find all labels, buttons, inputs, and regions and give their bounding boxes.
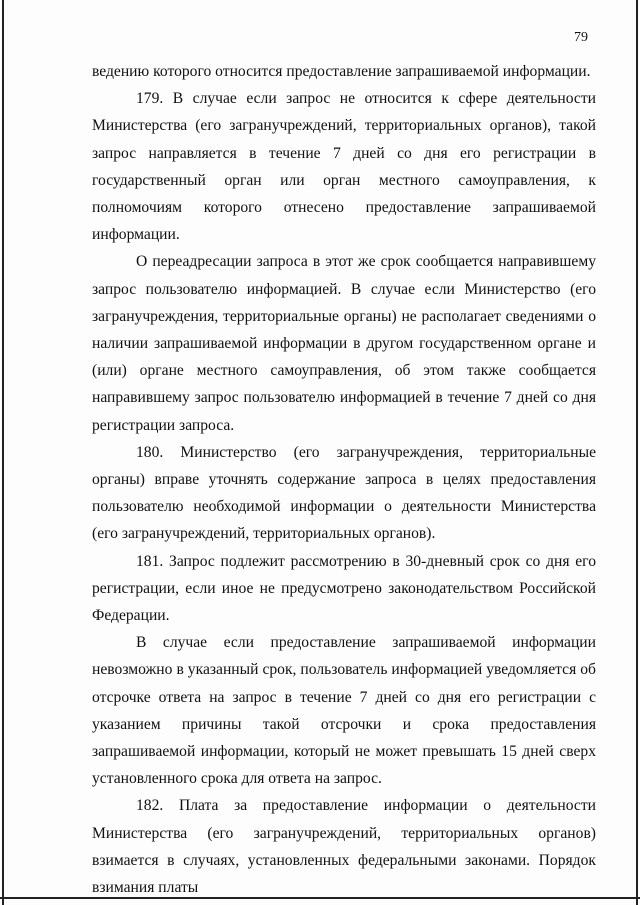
paragraph-deferral: В случае если предоставление запрашиваемой информации невозможно в указанный срок, пользователь информацией уведомляется об отсрочке ответа на запрос в течение 7 дней со дня его регистрации с указанием причины такой отсрочки и срока предоставления запрашиваемой информации, который не может превышать 15 дней сверх установленного срока для ответа на запрос. [92, 634, 596, 788]
paragraph-181: 181. Запрос подлежит рассмотрению в 30-дневный срок со дня его регистрации, если иное не предусмотрено законодательством Российской Федерации. [92, 552, 596, 625]
paragraph-180: 180. Министерство (его загранучреждения, территориальные органы) вправе уточнять содержание запроса в целях предоставления пользователю необходимой информации о деятельности Министерства (его загранучреждений, территориальных органов). [92, 443, 596, 543]
scan-edge-right [636, 0, 638, 905]
paragraph-182: 182. Плата за предоставление информации о деятельности Министерства (его загранучреждений, территориальных органов) взимается в случаях, установленных федеральными законами. Порядок взимания платы [92, 797, 596, 897]
paragraph-readdress: О переадресации запроса в этот же срок сообщается направившему запрос пользователю информацией. В случае если Министерство (его загранучреждения, территориальные органы) не располагает сведениями о наличии запрашиваемой информации в другом государственном органе и (или) органе местного самоуправления, об этом также сообщается направившему запрос пользователю информацией в течение 7 дней со дня регистрации запроса. [92, 253, 596, 434]
scan-edge-left [2, 0, 4, 905]
paragraph-179: 179. В случае если запрос не относится к сфере деятельности Министерства (его загранучреждений, территориальных органов), такой запрос направляется в течение 7 дней со дня его регистрации в государственный орган или орган местного самоуправления, к полномочиям которого отнесено предоставление запрашиваемой информации. [92, 90, 596, 244]
paragraph-continuation: ведению которого относится предоставление запрашиваемой информации. [92, 63, 591, 80]
document-body [92, 58, 596, 901]
page-number: 79 [574, 30, 588, 45]
